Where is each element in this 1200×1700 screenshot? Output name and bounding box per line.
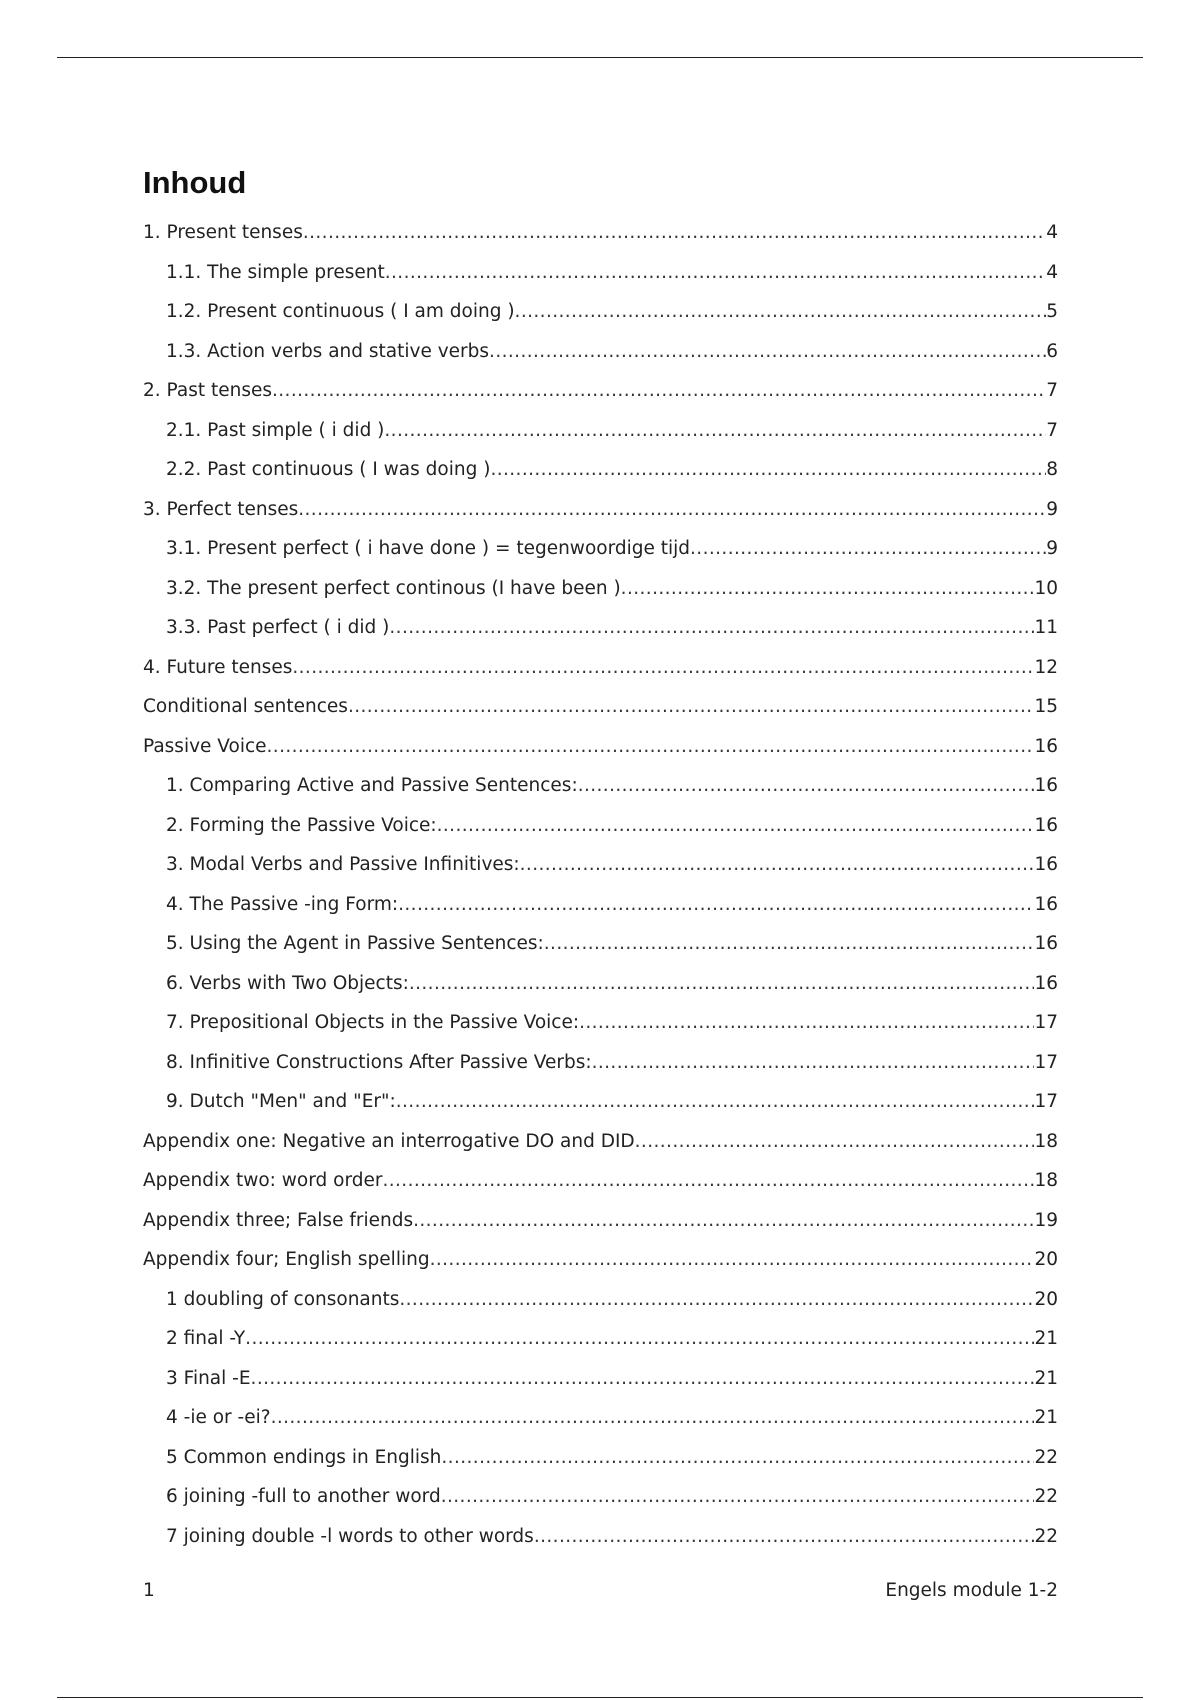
toc-dot-leader	[348, 692, 1035, 722]
toc-dot-leader	[271, 1403, 1035, 1433]
toc-entry[interactable]	[143, 653, 1058, 693]
toc-dot-leader	[409, 969, 1035, 999]
toc-entry-title: 1.2. Present continuous ( I am doing )	[166, 301, 515, 322]
toc-dot-leader	[251, 1364, 1035, 1394]
toc-entry[interactable]	[143, 1087, 1058, 1127]
toc-entry-title: 1.1. The simple present	[166, 261, 385, 283]
toc-entry[interactable]	[143, 1245, 1058, 1285]
toc-entry-page: 18	[1034, 1130, 1058, 1152]
toc-dot-leader	[437, 811, 1035, 841]
toc-entry[interactable]	[143, 337, 1058, 377]
toc-entry-page: 21	[1034, 1367, 1058, 1389]
footer-rule	[57, 1697, 1143, 1698]
toc-entry-title: 2.2. Past continuous ( I was doing )	[166, 459, 491, 480]
toc-entry[interactable]	[143, 455, 1058, 495]
toc-dot-leader	[398, 890, 1034, 920]
toc-dot-leader	[690, 534, 1046, 564]
footer-page-number: 1	[143, 1580, 155, 1601]
toc-entry[interactable]	[143, 574, 1058, 614]
toc-dot-leader	[384, 416, 1046, 446]
toc-dot-leader	[430, 1245, 1035, 1275]
toc-entry[interactable]	[143, 1443, 1058, 1483]
toc-entry-title: 3.3. Past perfect ( i did )	[166, 617, 390, 638]
toc-dot-leader	[489, 337, 1046, 367]
toc-entry-title: 6 joining -full to another word	[166, 1486, 441, 1507]
toc-entry[interactable]	[143, 811, 1058, 851]
toc-entry[interactable]	[143, 929, 1058, 969]
toc-entry-page: 7	[1046, 380, 1058, 401]
toc-entry-page: 12	[1034, 656, 1058, 678]
toc-entry[interactable]	[143, 890, 1058, 930]
toc-entry-title: 7 joining double -l words to other words	[166, 1525, 534, 1547]
toc-dot-leader	[245, 1324, 1034, 1354]
toc-entry-title: 5 Common endings in English	[166, 1446, 442, 1468]
toc-entry-page: 21	[1034, 1407, 1058, 1428]
toc-entry-page: 6	[1046, 340, 1058, 362]
toc-entry-page: 17	[1034, 1012, 1058, 1033]
toc-entry-title: 1.3. Action verbs and stative verbs	[166, 340, 490, 362]
toc-dot-leader	[303, 218, 1046, 248]
toc-entry-page: 22	[1034, 1446, 1058, 1468]
toc-entry[interactable]	[143, 1522, 1058, 1562]
toc-entry-page: 18	[1034, 1170, 1058, 1191]
toc-entry-title: Appendix four; English spelling	[143, 1249, 430, 1270]
toc-dot-leader	[382, 1166, 1034, 1196]
toc-dot-leader	[399, 1285, 1034, 1315]
toc-dot-leader	[592, 1048, 1035, 1078]
footer-document-title: Engels module 1-2	[885, 1580, 1058, 1601]
toc-entry-title: 3. Perfect tenses	[143, 498, 299, 520]
toc-entry[interactable]	[143, 258, 1058, 298]
toc-entry[interactable]	[143, 732, 1058, 772]
toc-entry[interactable]	[143, 376, 1058, 416]
toc-entry-page: 9	[1046, 538, 1058, 559]
toc-entry-title: 9. Dutch "Men" and "Er":	[166, 1091, 396, 1112]
toc-entry-page: 16	[1034, 972, 1058, 994]
toc-entry[interactable]	[143, 969, 1058, 1009]
toc-dot-leader	[298, 495, 1046, 525]
toc-dot-leader	[389, 613, 1034, 643]
toc-entry[interactable]	[143, 416, 1058, 456]
toc-entry[interactable]	[143, 850, 1058, 890]
toc-entry[interactable]	[143, 534, 1058, 574]
toc-dot-leader	[292, 653, 1034, 683]
toc-entry-title: 3.2. The present perfect continous (I have been )	[166, 577, 621, 599]
toc-entry-page: 8	[1046, 459, 1058, 480]
toc-entry[interactable]	[143, 297, 1058, 337]
toc-dot-leader	[520, 850, 1035, 880]
toc-dot-leader	[635, 1127, 1035, 1157]
toc-entry[interactable]	[143, 218, 1058, 258]
toc-entry-page: 16	[1034, 933, 1058, 954]
toc-dot-leader	[579, 1008, 1034, 1038]
toc-entry[interactable]	[143, 1482, 1058, 1522]
toc-entry-title: 6. Verbs with Two Objects:	[166, 972, 409, 994]
toc-entry-title: Appendix three; False friends	[143, 1209, 414, 1231]
toc-dot-leader	[544, 929, 1035, 959]
toc-dot-leader	[534, 1522, 1035, 1552]
toc-entry-page: 11	[1034, 617, 1058, 638]
toc-entry-page: 22	[1034, 1525, 1058, 1547]
toc-dot-leader	[396, 1087, 1035, 1117]
toc-entry-title: 1 doubling of consonants	[166, 1288, 400, 1310]
toc-entry[interactable]	[143, 1048, 1058, 1088]
toc-entry-page: 16	[1034, 814, 1058, 836]
toc-entry-page: 16	[1034, 854, 1058, 875]
toc-entry-page: 20	[1034, 1288, 1058, 1310]
toc-entry[interactable]	[143, 1324, 1058, 1364]
toc-entry-title: 7. Prepositional Objects in the Passive Voice:	[166, 1012, 580, 1033]
toc-entry-title: 2. Forming the Passive Voice:	[166, 814, 437, 836]
toc-entry-page: 4	[1046, 261, 1058, 283]
toc-dot-leader	[272, 376, 1046, 406]
toc-entry[interactable]	[143, 1206, 1058, 1246]
toc-dot-leader	[441, 1482, 1035, 1512]
toc-entry-title: 2.1. Past simple ( i did )	[166, 419, 385, 441]
toc-entry-title: 1. Comparing Active and Passive Sentences:	[166, 775, 578, 796]
toc-entry-page: 20	[1034, 1249, 1058, 1270]
toc-dot-leader	[578, 771, 1035, 801]
toc-entry-page: 17	[1034, 1091, 1058, 1112]
toc-entry-title: 3 Final -E	[166, 1367, 251, 1389]
toc-entry-title: 2. Past tenses	[143, 380, 272, 401]
toc-entry-page: 21	[1034, 1328, 1058, 1349]
header-rule	[57, 57, 1143, 58]
toc-entry[interactable]	[143, 1127, 1058, 1167]
toc-entry-title: Conditional sentences	[143, 696, 348, 717]
toc-dot-leader	[490, 455, 1046, 485]
toc-entry[interactable]	[143, 613, 1058, 653]
toc-entry-page: 10	[1034, 577, 1058, 599]
toc-dot-leader	[267, 732, 1035, 762]
toc-entry-title: 5. Using the Agent in Passive Sentences:	[166, 933, 544, 954]
toc-entry-page: 5	[1046, 301, 1058, 322]
toc-entry-title: Appendix one: Negative an interrogative DO and DID	[143, 1130, 635, 1152]
toc-entry-title: 4. Future tenses	[143, 656, 293, 678]
toc-dot-leader	[385, 258, 1046, 288]
toc-entry-page: 19	[1034, 1209, 1058, 1231]
toc-entry-title: 1. Present tenses	[143, 222, 303, 243]
toc-entry[interactable]	[143, 692, 1058, 732]
toc-entry-page: 4	[1046, 222, 1058, 243]
toc-entry-title: 3. Modal Verbs and Passive Infinitives:	[166, 854, 520, 875]
toc-entry[interactable]	[143, 1008, 1058, 1048]
toc-entry[interactable]	[143, 495, 1058, 535]
toc-entry[interactable]	[143, 1166, 1058, 1206]
toc-entry-title: 4. The Passive -ing Form:	[166, 893, 399, 915]
toc-entry[interactable]	[143, 1403, 1058, 1443]
toc-entry-title: 3.1. Present perfect ( i have done ) = tegenwoordige tijd	[166, 538, 691, 559]
toc-entry-title: 8. Infinitive Constructions After Passive Verbs:	[166, 1051, 592, 1073]
toc-title: Inhoud	[143, 165, 247, 200]
toc-entry-page: 7	[1046, 419, 1058, 441]
toc-entry-title: 4 -ie or -ei?	[166, 1407, 271, 1428]
toc-entry-title: Passive Voice	[143, 735, 267, 757]
toc-dot-leader	[413, 1206, 1034, 1236]
toc-dot-leader	[515, 297, 1047, 327]
toc-entry[interactable]	[143, 771, 1058, 811]
toc-entry[interactable]	[143, 1285, 1058, 1325]
toc-entry-page: 17	[1034, 1051, 1058, 1073]
page-footer	[143, 1576, 1058, 1606]
toc-entry-page: 15	[1034, 696, 1058, 717]
toc-entry[interactable]	[143, 1364, 1058, 1404]
toc-entry-page: 16	[1034, 775, 1058, 796]
toc-entry-title: 2 final -Y	[166, 1328, 246, 1349]
toc-entry-page: 16	[1034, 893, 1058, 915]
table-of-contents	[143, 218, 1058, 1561]
toc-entry-page: 22	[1034, 1486, 1058, 1507]
toc-entry-title: Appendix two: word order	[143, 1170, 383, 1191]
toc-dot-leader	[621, 574, 1035, 604]
toc-dot-leader	[441, 1443, 1034, 1473]
toc-entry-page: 16	[1034, 735, 1058, 757]
toc-entry-page: 9	[1046, 498, 1058, 520]
